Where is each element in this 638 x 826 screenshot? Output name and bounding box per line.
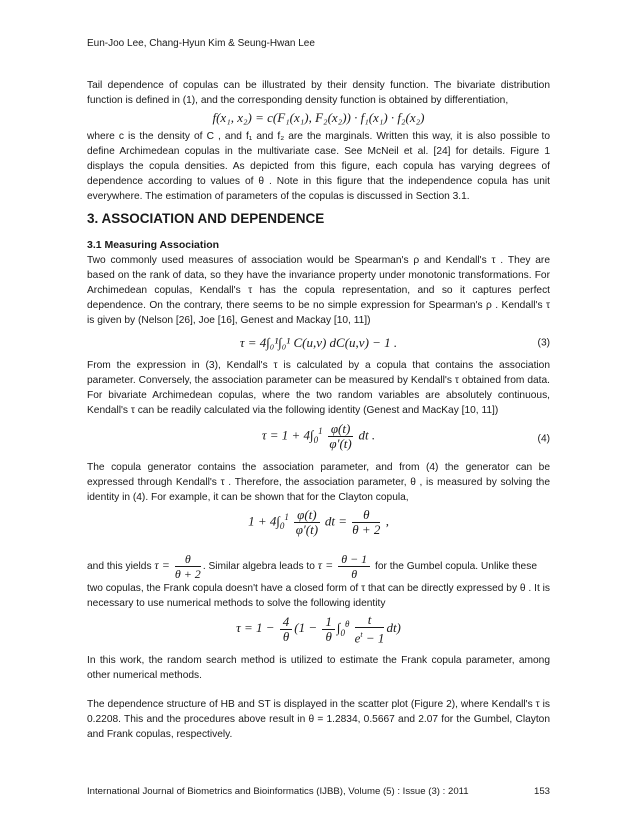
section-paragraph-5: two copulas, the Frank copula doesn't have a closed form of τ that can be directly expressed by θ . It is necessary to use numerical methods to solve the following identity bbox=[87, 583, 550, 609]
equation-3-row bbox=[87, 328, 550, 358]
section-block bbox=[87, 211, 550, 742]
equation-4: $\tau = 1 + 4\int_0^1$ $\frac{\varphi(t)}{\varphi'(t)}$ dt . bbox=[261, 421, 376, 451]
intro-paragraph-2: where c is the density of C , and f₁ and f₂ are the marginals. Written this way, it is also possible to define Archimedean copulas in the multivariate case. See McNeil et al. [24] for details. Figure 1 displays the copula densities. As depicted from this figure, each copula has varying degrees of dependence according to values of θ . Note in this figure that the independence copula has unit everywhere. The estimation of parameters of the copulas is discussed in Section 3.1. bbox=[87, 131, 550, 202]
intro-paragraph-1: Tail dependence of copulas can be illustrated by their density function. The bivariate distribution function is defined in (1), and the corresponding density function is obtained by differentiation, bbox=[87, 80, 550, 106]
section-paragraph-3: The copula generator contains the association parameter, and from (4) the generator can be expressed through Kendall's τ . Therefore, the association parameter, θ , is measured by solving the identity in (4). For example, it can be shown that for the Clayton copula, bbox=[87, 462, 550, 503]
clayton-identity: $1 + 4\int_0^1$ $\frac{\varphi(t)}{\varphi'(t)}$ dt = $\frac{\theta}{\theta + 2}$ , bbox=[248, 507, 389, 537]
section-paragraph-1: Two commonly used measures of association would be Spearman's ρ and Kendall's τ . They are based on the rank of data, so they have the invariance property under monotonic transformations. For Archimedean copulas, Kendall's τ has the copula representation, and so it captures perfect dependence. On the contrary, there seems to be no simple expression for Spearman's ρ . Kendall's τ is given by (Nelson [26], Joe [16], Genest and Mackay [10, 11]) bbox=[87, 255, 550, 326]
frank-identity: τ = 1 − $\frac{4}{\theta}$ (1 − $\frac{1}{\theta}$ $\int_0^\theta$ $\frac{t}{e^t - 1}$ dt) bbox=[236, 612, 401, 646]
section-paragraph-6: In this work, the random search method is utilized to estimate the Frank copula parameter, among other numerical methods. bbox=[87, 655, 550, 681]
subsection-heading: 3.1 Measuring Association bbox=[87, 239, 220, 251]
page-number: 153 bbox=[533, 786, 550, 797]
equation-4-row bbox=[87, 418, 550, 460]
section-paragraph-2: From the expression in (3), Kendall's τ is calculated by a copula that contains the association parameter. Conversely, the association parameter can be measured by Kendall's τ obtained from data. For bivariate Archimedean copulas, where the two random variables are absolutely continuous, Kendall's τ can be readily calculated via the following identity (Genest and MacKay [10, 11]) bbox=[87, 360, 550, 416]
running-header: Eun-Joo Lee, Chang-Hyun Kim & Seung-Hwan Lee bbox=[87, 38, 315, 49]
equation-3-number: (3) bbox=[537, 337, 550, 349]
intro-block bbox=[87, 78, 550, 204]
page-footer bbox=[87, 786, 550, 797]
equation-4-number: (4) bbox=[537, 433, 550, 445]
footer-journal: International Journal of Biometrics and Bioinformatics (IJBB), Volume (5) : Issue (3) : 2011 bbox=[87, 786, 469, 797]
equation-4-fraction: $\frac{\varphi(t)}{\varphi'(t)}$ bbox=[329, 421, 352, 451]
equation-3: τ = 4∫₀¹∫₀¹ C(u,v) dC(u,v) − 1 . bbox=[239, 335, 398, 350]
section-heading: 3. ASSOCIATION AND DEPENDENCE bbox=[87, 211, 325, 226]
section-paragraph-4: and this yields τ = $\frac{\theta}{\theta + 2}$ . Similar algebra leads to τ = $\frac{\theta - 1}{\theta}$ for the Gumbel copula. Unlike these bbox=[87, 552, 537, 581]
density-equation: f(x₁, x₂) = c(F₁(x₁), F₂(x₂)) · f₁(x₁) · f₂(x₂) bbox=[212, 110, 425, 125]
section-paragraph-7: The dependence structure of HB and ST is displayed in the scatter plot (Figure 2), where Kendall's τ is 0.2208. This and the procedures above result in θ = 1.2834, 0.5667 and 2.07 for the Gumbel, Clayton and Frank copulas, respectively. bbox=[87, 699, 550, 740]
